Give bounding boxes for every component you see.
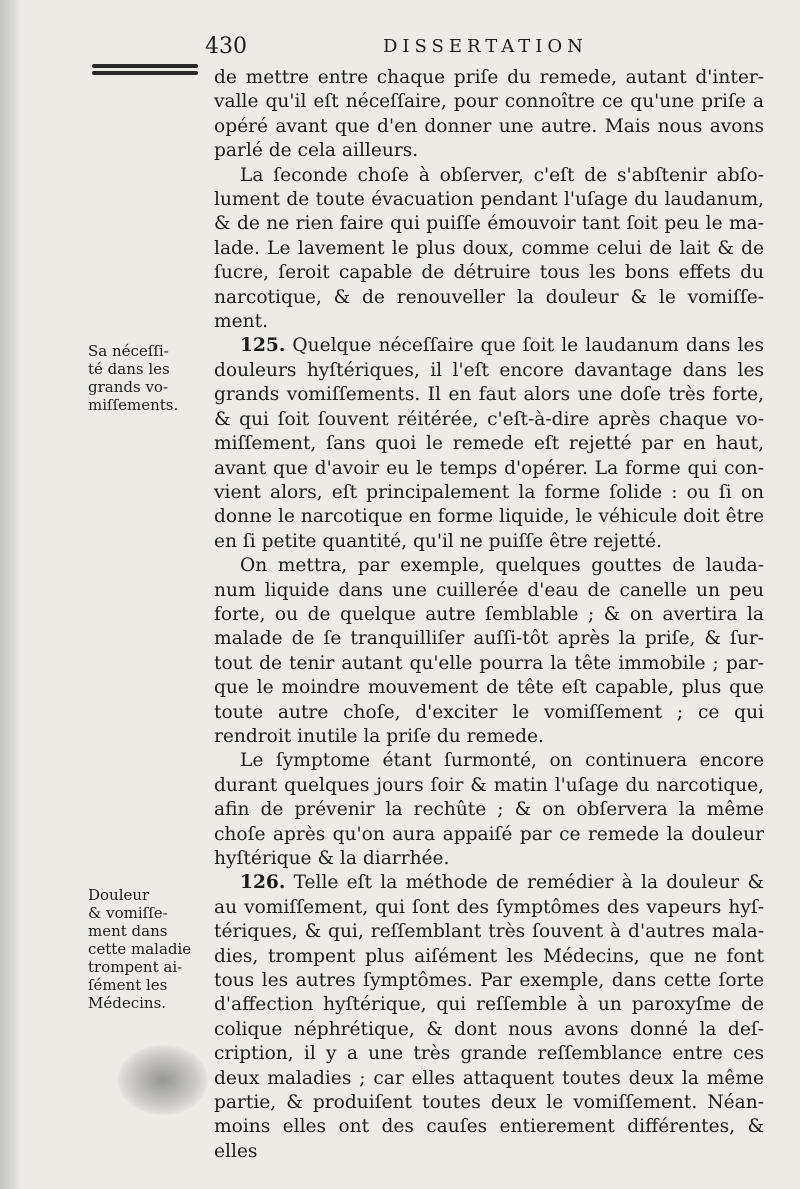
paragraph-125-text: Quelque néceſſaire que ſoit le laudanum dans les douleurs hyſtériques, il l'eſt encore davantage dans les grands vomiſſements. Il en faut alors une doſe très forte, & qui ſoit ſouvent réitérée, c'eſt-à-dire après chaque vo- miſſement, ſans quoi le remede eſt rejetté par en haut, avant que d'avoir eu le temps d'opérer. La forme qui con- vient alors, eſt principalement la forme ſolide : ou ſi on donne le narcotique en forme liquide, le véhicule doit être en ſi petite quantité, qu'il ne puiſſe être rejetté. — [214, 335, 764, 552]
margin-note-pain-vomiting — [88, 886, 200, 1012]
margin-note-line: cette maladie — [88, 940, 192, 958]
margin-note-line: ment dans — [88, 922, 168, 940]
margin-note-line: trompent ai- — [88, 958, 183, 976]
paragraph-example: On mettra, par exemple, quelques gouttes de lauda- num liquide dans une cuillerée d'eau de canelle un peu forte, ou de quelque autre ſemblable ; & on avertira la malade de ſe tranquilliſer auſſi-tôt après la priſe, & ſur- tout de tenir autant qu'elle pourra la tête immobile ; par- que le moindre mouvement de tête eſt capable, plus que toute autre choſe, d'exciter le vomiſſement ; ce qui rendroit inutile la priſe du remede. — [214, 555, 764, 747]
margin-note-necessity — [88, 342, 200, 414]
margin-note-line: Sa néceſſi- — [88, 342, 169, 360]
margin-note-line: Médecins. — [88, 994, 167, 1012]
body-text — [214, 66, 764, 1164]
section-number-126: 126. — [240, 872, 286, 894]
page-header — [205, 30, 765, 64]
margin-note-line: té dans les — [88, 360, 170, 378]
paragraph-symptom: Le ſymptome étant ſurmonté, on continuera encore durant quelques jours ſoir & matin l'uſage du narcotique, afin de prévenir la rechûte ; & on obſervera la même choſe après qu'on aura appaiſé par ce remede la douleur hyſtérique & la diarrhée. — [214, 750, 764, 869]
page-binding-shadow — [0, 0, 22, 1189]
ink-stain — [118, 1045, 208, 1115]
margin-note-line: & vomiſſe- — [88, 904, 168, 922]
section-number-125: 125. — [240, 335, 286, 357]
margin-note-line: grands vo- — [88, 378, 169, 396]
margin-note-line: Douleur — [88, 886, 150, 904]
paragraph-continued: de mettre entre chaque priſe du remede, autant d'inter- valle qu'il eſt néceſſaire, pour connoître ce qu'une priſe a opéré avant que d'en donner une autre. Mais nous avons parlé de cela ailleurs. — [214, 67, 764, 162]
margin-note-line: miſſements. — [88, 396, 179, 414]
paragraph-second-observation: La ſeconde choſe à obſerver, c'eſt de s'abſtenir abſo- lument de toute évacuation pendant l'uſage du laudanum, & de ne rien faire qui puiſſe émouvoir tant ſoit peu le ma- lade. Le lavement le plus doux, comme celui de lait & de ſucre, ſeroit capable de détruire tous les bons effets du narcotique, & de renouveller la douleur & le vomiſſe- ment. — [214, 164, 764, 333]
paragraph-126 — [214, 871, 764, 1164]
paragraph-125 — [214, 334, 764, 554]
running-title: DISSERTATION — [383, 36, 588, 57]
page-number: 430 — [205, 34, 247, 59]
paragraph-126-text: Telle eſt la méthode de remédier à la douleur & au vomiſſement, qui ſont des ſymptômes des vapeurs hyſ- tériques, & qui, reſſemblant très ſouvent à d'autres mala- dies, trompent plus aiſément les Médecins, que ne font tous les autres ſymptômes. Par exemple, dans cette ſorte d'affection hyſtérique, qui reſſemble à un paroxyſme de colique néphrétique, & dont nous avons donné la deſ- cription, il y a une très grande reſſemblance entre ces deux maladies ; car elles attaquent toutes deux la même partie, & produiſent toutes deux le vomiſſement. Néan- moins elles ont des cauſes entierement différentes, & elles — [214, 872, 764, 1162]
margin-rule-ornament — [92, 64, 198, 78]
margin-note-line: ſément les — [88, 976, 168, 994]
